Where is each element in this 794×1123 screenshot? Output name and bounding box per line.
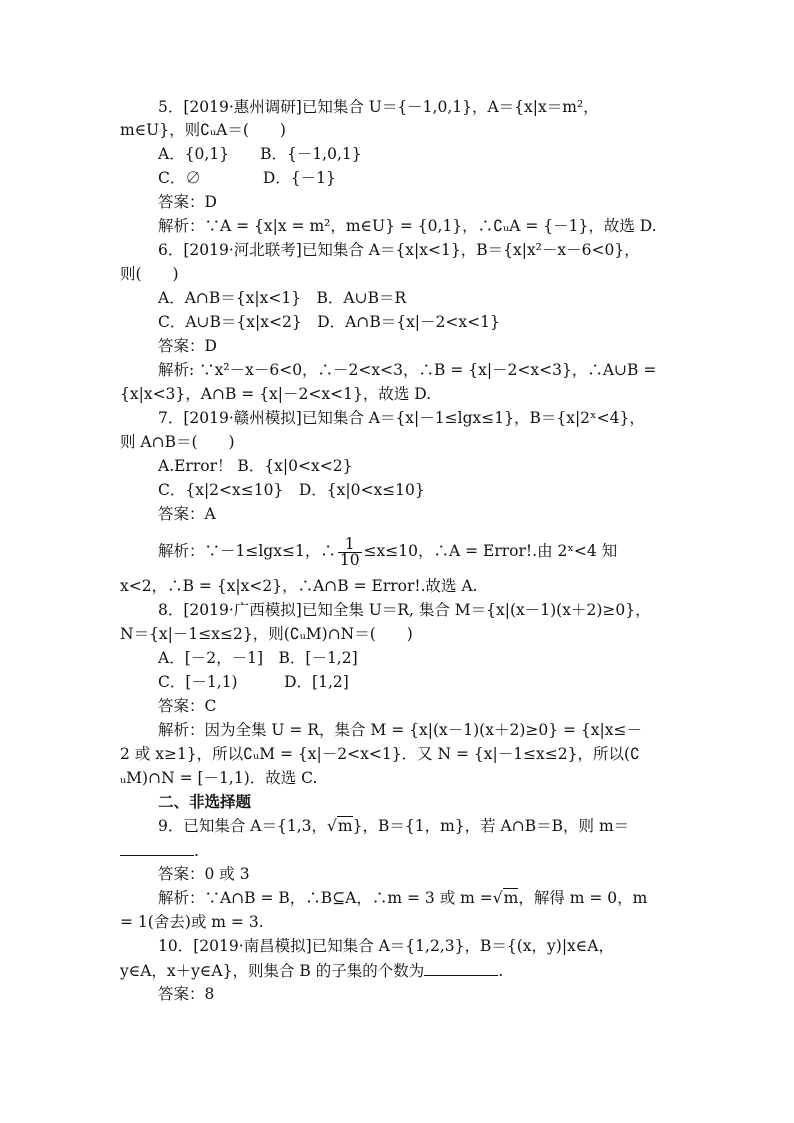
section-heading: 二、非选择题: [158, 792, 252, 811]
q6-stem-line1: 6．[2019·河北联考]已知集合 A＝{x|x<1}，B＝{x|x²－x－6<0}，: [158, 241, 640, 259]
q6-options-cd: C．A∪B＝{x|x<2} D．A∩B＝{x|－2<x<1}: [158, 313, 500, 331]
q9-stem-end: .: [194, 842, 199, 860]
q9-stem-post: }，B＝{1，m}，若 A∩B＝B，则 m＝: [352, 817, 630, 835]
q8-solution-line1: 解析：因为全集 U = R，集合 M = {x|(x－1)(x＋2)≥0} = {x|x≤－: [158, 721, 642, 739]
fraction-1-over-10: [338, 534, 362, 569]
q7-options-cd: C．{x|2<x≤10} D．{x|0<x≤10}: [158, 481, 425, 499]
q5-stem-line1: 5．[2019·惠州调研]已知集合 U＝{－1,0,1}，A＝{x|x＝m²，: [158, 98, 599, 116]
q10-stem-line2: [120, 959, 503, 982]
q6-answer: 答案：D: [158, 337, 217, 355]
q6-stem-line2: 则( ): [120, 265, 179, 283]
q10-stem-pre: y∈A，x＋y∈A}，则集合 B 的子集的个数为: [120, 962, 425, 980]
sqrt-symbol-icon: √: [492, 889, 503, 907]
q9-solution-line1: [158, 887, 647, 910]
q5-solution: 解析：∵A = {x|x = m²，m∈U} = {0,1}，∴∁ᵤA = {－1}，故选 D.: [158, 217, 657, 235]
q8-stem-line1: 8．[2019·广西模拟]已知全集 U＝R, 集合 M＝{x|(x－1)(x＋2)≥0}，: [158, 601, 651, 619]
sqrt-symbol-icon: √: [327, 817, 337, 835]
q9-solution-line2: = 1(舍去)或 m = 3.: [120, 913, 264, 931]
q9-solution-pre: 解析：∵A∩B = B，∴B⊆A，∴m = 3 或 m =: [158, 889, 493, 907]
q5-options-ab: A．{0,1} B．{－1,0,1}: [158, 145, 362, 163]
q7-solution-prefix: 解析：∵－1≤lgx≤1，∴: [158, 542, 336, 560]
q5-stem-line2: m∈U}，则∁ᵤA＝( ): [120, 121, 286, 139]
q6-solution-line1: 解析: ∵x²－x－6<0，∴－2<x<3，∴B = {x|－2<x<3}，∴A∪B =: [158, 361, 657, 379]
q6-options-ab: A．A∩B＝{x|x<1} B．A∪B＝R: [158, 289, 407, 307]
q7-stem-line1: 7．[2019·赣州模拟]已知集合 A＝{x|－1≤lgx≤1}，B＝{x|2ˣ<4}，: [158, 409, 645, 427]
q6-solution-line2: {x|x<3}，A∩B = {x|－2<x<1}，故选 D.: [120, 385, 432, 403]
fraction-numerator: 1: [338, 537, 362, 553]
q9-solution-sqrt-arg: m: [503, 889, 519, 907]
q8-options-cd: C．[－1,1) D．[1,2]: [158, 673, 349, 691]
q9-answer: 答案：0 或 3: [158, 865, 250, 883]
q8-options-ab: A．[－2，－1] B．[－1,2]: [158, 649, 358, 667]
q7-options-ab: A.Error！ B．{x|0<x<2}: [158, 457, 353, 475]
q5-options-cd: C．∅ D．{－1}: [158, 169, 336, 187]
q9-stem-line2: [120, 839, 199, 862]
answer-blank: [424, 959, 498, 976]
q8-answer: 答案：C: [158, 697, 217, 715]
q8-solution-line2: 2 或 x≥1}，所以∁ᵤM = {x|－2<x<1}．又 N = {x|－1≤x≤2}，所以(∁: [120, 745, 640, 763]
q7-solution-line2: x<2，∴B = {x|x<2}，∴A∩B = Error!.故选 A.: [120, 577, 478, 595]
q9-sqrt-arg: m: [337, 817, 353, 835]
q7-stem-line2: 则 A∩B＝( ): [120, 433, 235, 451]
q8-stem-line2: N＝{x|－1≤x≤2}，则(∁ᵤM)∩N＝( ): [120, 625, 413, 643]
q5-answer: 答案：D: [158, 193, 217, 211]
q9-stem-pre: 9．已知集合 A＝{1,3，: [158, 817, 327, 835]
answer-blank: [120, 839, 194, 856]
q9-stem-line1: [158, 815, 629, 838]
q9-solution-post: ，解得 m = 0，m: [518, 889, 648, 907]
q7-solution-line1: [158, 530, 617, 572]
q8-solution-line3: ᵤM)∩N = [－1,1)．故选 C.: [120, 769, 318, 787]
q10-stem-line1: 10．[2019·南昌模拟]已知集合 A＝{1,2,3}，B＝{(x，y)|x∈A，: [158, 937, 614, 955]
q7-answer: 答案：A: [158, 505, 216, 523]
q10-answer: 答案：8: [158, 985, 215, 1003]
q7-solution-suffix: ≤x≤10，∴A = Error!.由 2ˣ<4 知: [363, 542, 618, 560]
fraction-denominator: 10: [339, 550, 360, 569]
q10-stem-end: .: [498, 962, 504, 980]
